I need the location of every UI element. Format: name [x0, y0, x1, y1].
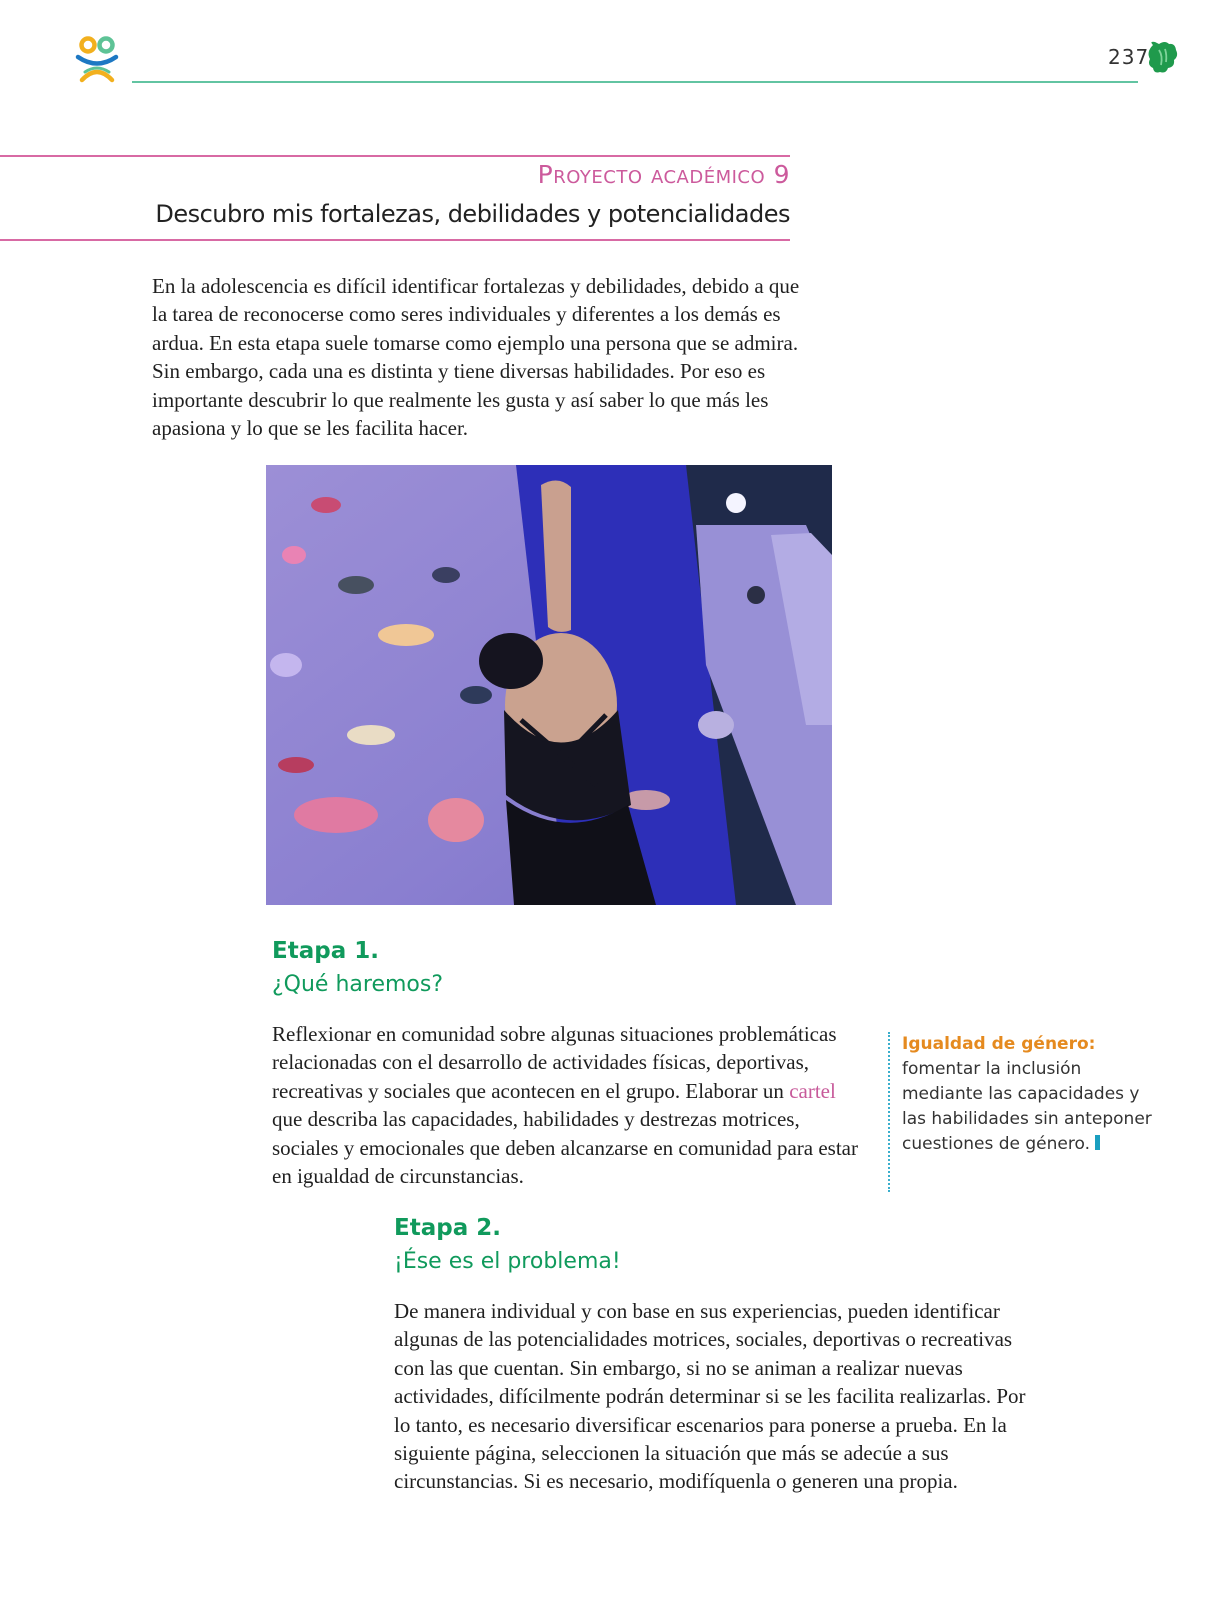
stage-1-text	[272, 1020, 867, 1190]
interlocking-figures-logo	[72, 34, 122, 84]
stage-2-text: De manera individual y con base en sus experiencias, pueden identificar algunas de las potencialidades motrices, sociales, deportivas o recreativas con las que cuentan. Sin embargo, si no se animan a realizar nuevas actividades, difícilmente podrán determinar si se les facilita realizarlas. Por lo tanto, es necesario diversificar escenarios para ponerse a prueba. En la siguiente página, seleccionen la situación que más se adecúe a sus circunstancias. Si es necesario, modifíquenla o generen una propia.	[394, 1299, 1026, 1494]
title-rule-bottom	[0, 239, 790, 241]
gender-equality-note	[888, 1032, 1152, 1192]
stage-1-question: ¿Qué haremos?	[272, 972, 444, 997]
intro-paragraph: En la adolescencia es difícil identificar fortalezas y debilidades, debido a que la tarea de reconocerse como seres individuales y diferentes a los demás es ardua. En esta etapa suele tomarse como ejemplo una persona que se admira. Sin embargo, cada una es distinta y tiene diversas habilidades. Por eso es importante descubrir lo que realmente les gusta y así saber lo que más les apasiona y lo que se les facilita hacer.	[152, 274, 800, 441]
note-title: Igualdad de género:	[902, 1034, 1096, 1054]
glossary-term-cartel[interactable]: cartel	[789, 1078, 836, 1103]
green-leaf-icon	[1145, 40, 1179, 76]
stage-1-heading	[272, 935, 443, 1001]
stage-1-text-before: Reflexionar en comunidad sobre algunas situaciones problemáticas relacionadas con el desarrollo de actividades físicas, deportivas, recreativas y sociales que acontecen en el grupo. Elaborar un	[272, 1022, 837, 1103]
page-number: 237	[1108, 45, 1150, 69]
title-rule-top	[0, 155, 790, 157]
project-title: Proyecto académico 9	[537, 160, 790, 189]
stage-2-label: Etapa 2.	[394, 1215, 501, 1241]
stage-2-question: ¡Ése es el problema!	[394, 1249, 621, 1274]
header-rule	[132, 81, 1138, 83]
note-text: fomentar la inclusión mediante las capacidades y las habilidades sin anteponer cuestiones de género.	[902, 1059, 1152, 1154]
climbing-photo	[266, 465, 832, 905]
note-end-mark	[1095, 1135, 1100, 1150]
stage-2-heading	[394, 1212, 621, 1278]
project-subtitle: Descubro mis fortalezas, debilidades y potencialidades	[155, 200, 790, 228]
stage-1-text-after: que describa las capacidades, habilidades y destrezas motrices, sociales y emocionales que deben alcanzarse en comunidad para estar en igualdad de circunstancias.	[272, 1107, 858, 1189]
stage-1-label: Etapa 1.	[272, 938, 379, 964]
